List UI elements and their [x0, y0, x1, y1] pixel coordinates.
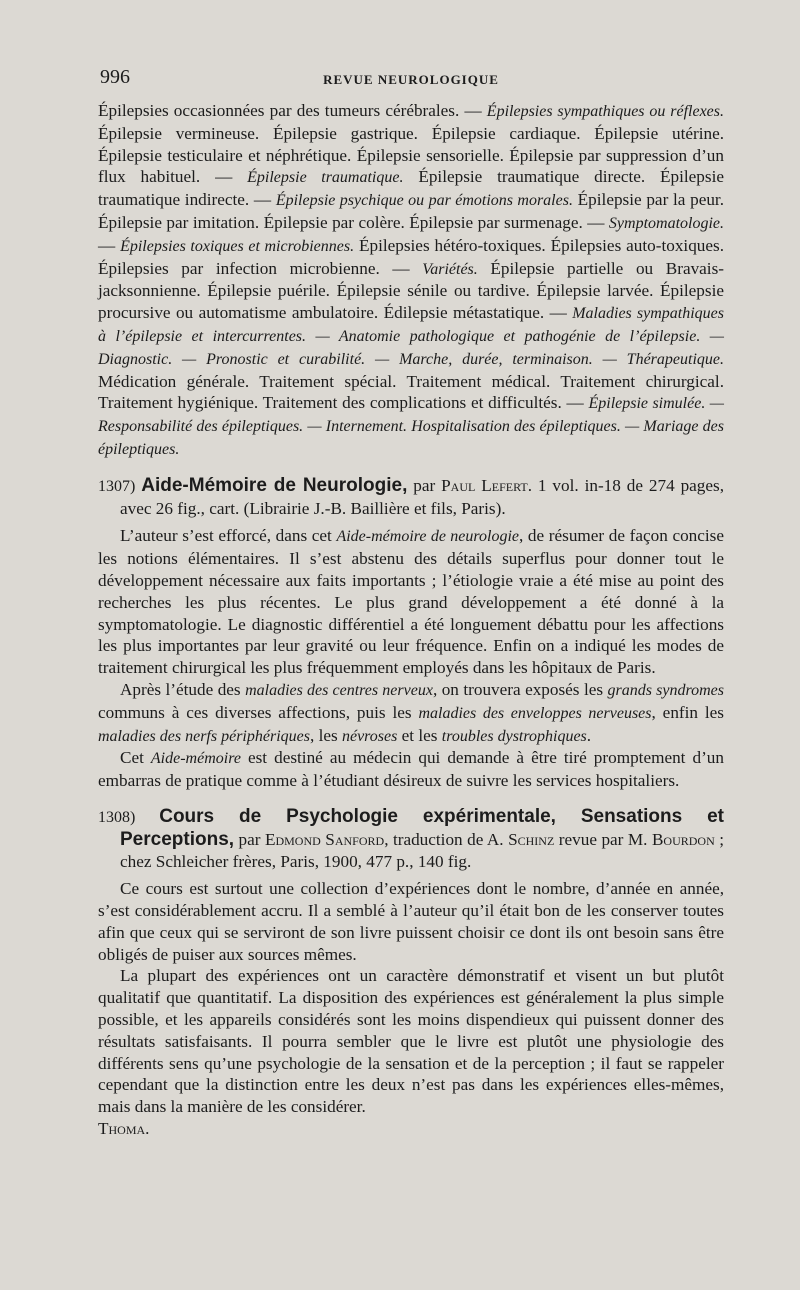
running-head: REVUE NEUROLOGIQUE	[323, 72, 499, 87]
entry-title: Cours de Psychologie expérimentale, Sensations et Perceptions,	[120, 805, 724, 850]
entry-author: Paul Lefert	[441, 475, 528, 495]
table-of-contents-paragraph: Épilepsies occasionnées par des tumeurs cérébrales. — Épilepsies sympathiques ou réflexes. Épilepsie vermineuse. Épilepsie gastrique. Épilepsie cardiaque. Épilepsie utérine. Épilepsie testiculaire et néphrétique. Épilepsie sensorielle. Épilepsie par suppression d’un flux habituel. — Épilepsie traumatique. Épilepsie traumatique directe. Épilepsie traumatique indirecte. — Épilepsie psychique ou par émotions morales. Épilepsie par la peur. Épilepsie par imitation. Épilepsie par colère. Épilepsie par surmenage. — Symptomatologie. — Épilepsies toxiques et microbiennes. Épilepsies hétéro-toxiques. Épilepsies auto-toxiques. Épilepsies par infection microbienne. — Variétés. Épilepsie partielle ou Bravais-jacksonnienne. Épilepsie puérile. Épilepsie sénile ou tardive. Épilepsie larvée. Épilepsie procursive ou automatisme ambulatoire. Édilepsie métastatique. — Maladies sympathiques à l’épilepsie et intercurrentes. — Anatomie pathologique et pathogénie de l’épilepsie. — Diagnostic. — Pronostic et curabilité. — Marche, durée, terminaison. — Thérapeutique. Médication générale. Traitement spécial. Traitement médical. Traitement chirurgical. Traitement hygiénique. Traitement des complications et difficultés. — Épilepsie simulée. — Responsabilité des épileptiques. — Internement. Hospitalisation des épileptiques. — Mariage des épileptiques.	[98, 101, 724, 458]
review-paragraph: Cet Aide-mémoire est destiné au médecin qui demande à être tiré promptement d’un embarras de pratique comme à l’étudiant désireux de suivre les services hospitaliers.	[98, 748, 724, 791]
review-entry-1307	[98, 475, 724, 792]
page-header	[100, 66, 722, 90]
page-number: 996	[100, 66, 130, 88]
review-paragraph: La plupart des expériences ont un caractère démonstratif et visent un but plutôt qualitatif que quantitatif. La disposition des expériences est généralement la plus simple possible, et les appareils considérés sont les moins dispendieux qui puissent donner des résultats satisfaisants. Il pourra sembler que le livre est plutôt une physiologie des différents sens qu’une psychologie de la sensation et de la perception ; il faut se rappeler cependant que la distinction entre les deux n’est pas dans les expériences elles-mêmes, mais dans la manière de les considérer.	[98, 966, 724, 1117]
review-paragraph: L’auteur s’est efforcé, dans cet Aide-mémoire de neurologie, de résumer de façon concise les notions élémentaires. Il s’est abstenu des détails superflus pour donner tout le développement nécessaire aux faits importants ; l’étiologie vraie a été mise au point des recherches les plus récentes. Le plus grand développement a été donné à la symptomatologie. Le diagnostic différentiel a été longuement débattu pour les affections les plus importantes par leur gravité ou leur fréquence. Enfin on a indiqué les modes de traitement chirurgical les plus fréquemment employés dans les hôpitaux de Paris.	[98, 526, 724, 678]
page-body	[98, 100, 724, 1140]
entry-body	[98, 525, 724, 792]
review-paragraph: Ce cours est surtout une collection d’expériences dont le nombre, d’année en année, s’est considérablement accru. Il a semblé à l’auteur qu’il était bon de les conserver toutes afin que ceux qui se serviront de son livre puissent choisir ce dont ils ont besoin sans être obligés de puiser aux sources mêmes.	[98, 879, 724, 964]
reviewer-signature: Thoma.	[98, 1119, 150, 1139]
entry-author: Edmond Sanford	[264, 829, 385, 849]
review-entry-1308	[98, 806, 724, 1140]
entry-number: 1308)	[98, 808, 136, 826]
review-paragraph: Après l’étude des maladies des centres nerveux, on trouvera exposés les grands syndromes communs à ces diverses affections, puis les maladies des enveloppes nerveuses, enfin les maladies des nerfs périphériques, les névroses et les troubles dystrophiques.	[98, 679, 724, 745]
entry-body	[98, 878, 724, 1140]
entry-reviser: Bourdon	[651, 829, 715, 849]
entry-number: 1307)	[98, 477, 136, 495]
entry-translator: Schinz	[508, 829, 555, 849]
entry-title: Aide-Mémoire de Neurologie,	[141, 474, 408, 496]
entry-heading: 1308) Cours de Psychologie expérimentale, Sensations et Perceptions, par Edmond Sanford, traduction de A. Schinz revue par M. Bourdon ; chez Schleicher frères, Paris, 1900, 477 p., 140 fig.	[98, 805, 725, 871]
entry-heading: 1307) Aide-Mémoire de Neurologie, par Paul Lefert. 1 vol. in-18 de 274 pages, avec 26 fig., cart. (Librairie J.-B. Baillière et fils, Paris).	[98, 474, 725, 518]
